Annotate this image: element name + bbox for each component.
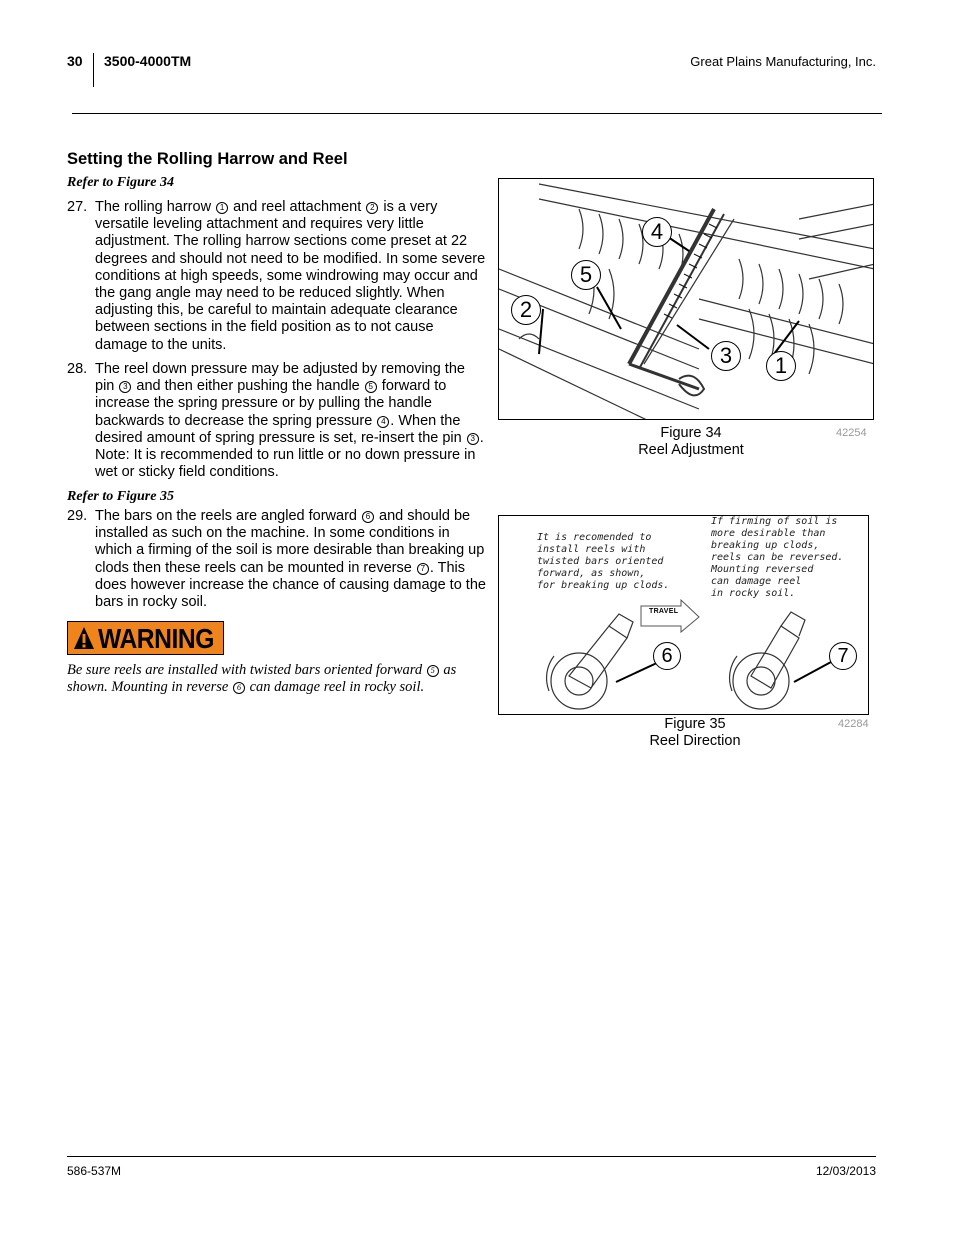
step-27 (67, 199, 487, 354)
figure-number: Figure 35 (664, 716, 726, 732)
figure-34-caption (591, 425, 791, 459)
callout-5-icon: 5 (365, 381, 377, 393)
warning-label: WARNING (98, 623, 215, 654)
footer-rule (67, 1156, 876, 1157)
figure-number: Figure 34 (660, 425, 722, 441)
callout-5: 5 (571, 260, 601, 290)
header-divider (93, 53, 94, 87)
step-28 (67, 361, 487, 481)
figure-34-reel-adjustment (498, 178, 874, 420)
callout-2: 2 (511, 295, 541, 325)
callout-3: 3 (711, 341, 741, 371)
callout-4: 4 (642, 217, 672, 247)
warning-banner (67, 621, 224, 655)
step-text: The rolling harrow 1 and reel attachment 2 is a very versatile leveling attachment and requires very little adjustment. The rolling harrow sections come preset at 22 degrees and should not need to be modified. In some severe conditions at high speeds, some windrowing may occur and the gang angle may need to be reduced slightly. When adjusting this, be careful to maintain adequate clearance between sections in the field position as to not cause damage to the units. (95, 199, 486, 353)
warning-triangle-icon (73, 626, 95, 650)
revision-date: 12/03/2013 (815, 1164, 876, 1178)
callout-7: 7 (829, 642, 857, 670)
warning-text: Be sure reels are installed with twisted bars oriented forward 5 as shown. Mounting in reverse 6 can damage reel in rocky soil. (67, 662, 457, 696)
travel-label: TRAVEL (649, 608, 679, 615)
section-title: Setting the Rolling Harrow and Reel (67, 150, 348, 168)
figure-35-reel-direction (498, 515, 869, 715)
figure-34-code: 42254 (836, 427, 867, 439)
part-number: 586-537M (67, 1164, 122, 1178)
step-number: 28. (67, 361, 88, 377)
step-text: The reel down pressure may be adjusted by removing the pin 3 and then either pushing the handle 5 forward to increase the spring pressure or by pulling the handle backwards to decrease the spring pressure 4 . When the desired amount of spring pressure is set, re-insert the pin 3 . Note: It is recommended to run little or no down pressure in wet or sticky field conditions. (95, 361, 484, 481)
header-rule (72, 113, 882, 114)
callout-7-icon: 7 (417, 563, 429, 575)
figure-35-caption (595, 716, 795, 750)
callout-2-icon: 2 (366, 202, 378, 214)
model-number: 3500-4000TM (104, 53, 192, 69)
callout-3-icon: 3 (467, 433, 479, 445)
reel-direction-illustration (499, 516, 869, 715)
step-number: 29. (67, 508, 88, 524)
callout-3-icon: 3 (119, 381, 131, 393)
step-text: The bars on the reels are angled forward 6 and should be installed as such on the machine. In some conditions in which a firming of the soil is more desirable than breaking up clods then these reels can be mounted in reverse 7 . This does however increase the chance of causing damage to the bars in rocky soil. (95, 508, 486, 611)
company-name: Great Plains Manufacturing, Inc. (690, 54, 876, 69)
callout-1-icon: 1 (216, 202, 228, 214)
figure-title: Reel Adjustment (638, 442, 744, 458)
reel-adjustment-illustration (499, 179, 874, 420)
figure-title: Reel Direction (649, 733, 741, 749)
callout-5-icon: 5 (427, 665, 439, 677)
refer-figure-34: Refer to Figure 34 (67, 175, 174, 190)
note-left: It is recomended to install reels with twisted bars oriented forward, as shown, for breaking up clods. (537, 532, 670, 591)
callout-4-icon: 4 (377, 416, 389, 428)
step-number: 27. (67, 199, 88, 215)
figure-35-code: 42284 (838, 718, 869, 730)
step-29 (67, 508, 487, 611)
callout-1: 1 (766, 351, 796, 381)
note-right: If firming of soil is more desirable than breaking up clods, reels can be reversed. Mounting reversed can damage reel in rocky soil. (711, 516, 844, 599)
page-number: 30 (67, 53, 83, 69)
callout-6-icon: 6 (233, 682, 245, 694)
callout-6: 6 (653, 642, 681, 670)
refer-figure-35: Refer to Figure 35 (67, 489, 174, 504)
callout-6-icon: 6 (362, 511, 374, 523)
